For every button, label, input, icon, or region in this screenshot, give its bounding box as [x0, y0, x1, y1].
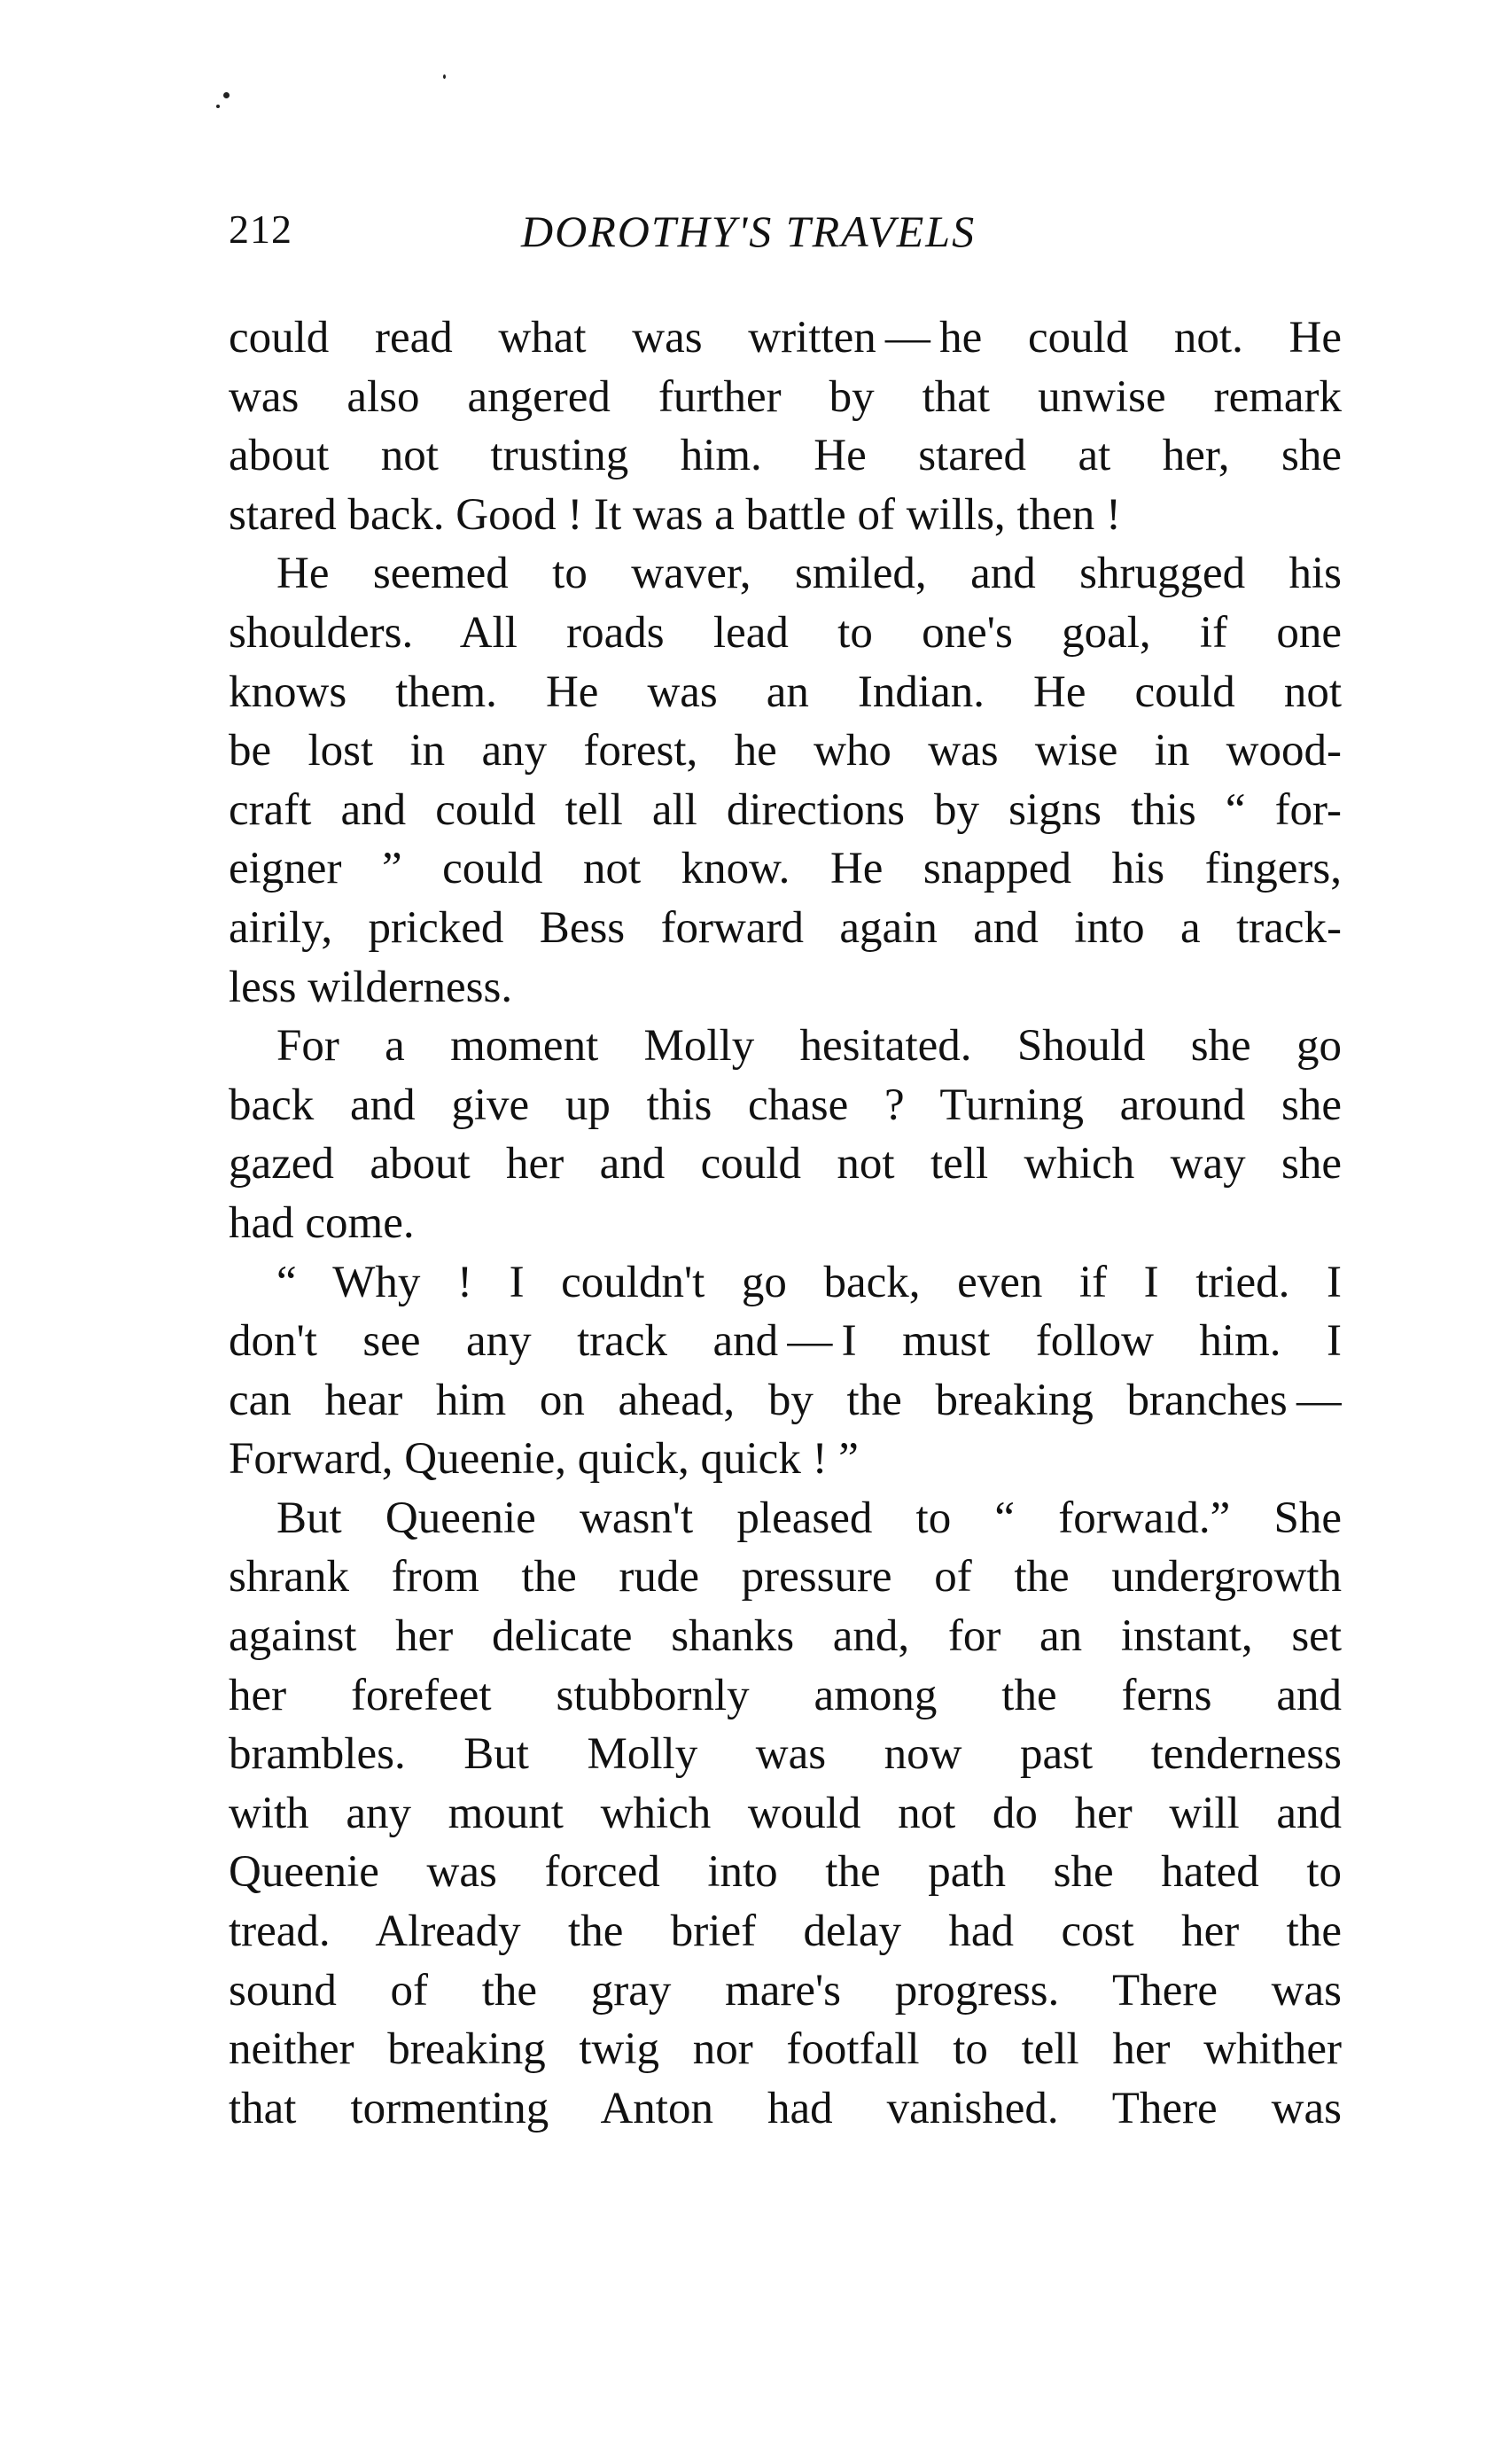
- text-line: stared back. Good ! It was a battle of wills, then !: [229, 489, 1121, 540]
- text-line: sound of the gray mare's progress. There was: [229, 1965, 1342, 2016]
- text-line: eigner ” could not know. He snapped his fingers,: [229, 844, 1342, 894]
- text-line: against her delicate shanks and, for an instant, set: [229, 1611, 1342, 1662]
- text-line: Forward, Queenie, quick, quick ! ”: [229, 1434, 859, 1485]
- text-line: less wilderness.: [229, 962, 513, 1012]
- text-line: “ Why ! I couldn't go back, even if I tried. I: [276, 1257, 1342, 1307]
- text-line: with any mount which would not do her will and: [229, 1788, 1342, 1838]
- text-line: But Queenie wasn't pleased to “ forwaıd.” She: [276, 1493, 1342, 1543]
- text-line: For a moment Molly hesitated. Should she go: [276, 1021, 1342, 1072]
- ink-speck: [216, 105, 220, 108]
- text-line: can hear him on ahead, by the breaking branches —: [229, 1375, 1342, 1425]
- text-line: airily, pricked Bess forward again and into a track-: [229, 902, 1342, 953]
- page-number: 212: [229, 207, 292, 252]
- text-line: gazed about her and could not tell which way she: [229, 1139, 1342, 1189]
- text-line: had come.: [229, 1197, 415, 1248]
- ink-speck: [223, 92, 230, 98]
- text-line: shrank from the rude pressure of the undergrowth: [229, 1552, 1342, 1602]
- text-line: be lost in any forest, he who was wise in wood-: [229, 726, 1342, 776]
- text-line: Queenie was forced into the path she hated to: [229, 1847, 1342, 1898]
- text-line: He seemed to waver, smiled, and shrugged his: [276, 549, 1342, 599]
- text-line: brambles. But Molly was now past tenderness: [229, 1729, 1342, 1780]
- running-head: [229, 206, 1345, 268]
- running-title: DOROTHY'S TRAVELS: [521, 207, 977, 256]
- text-line: back and give up this chase ? Turning around she: [229, 1080, 1342, 1130]
- text-line: tread. Already the brief delay had cost her the: [229, 1906, 1342, 1957]
- ink-speck: [443, 74, 446, 79]
- body-text: [229, 308, 1342, 2138]
- text-line: her forefeet stubbornly among the ferns and: [229, 1670, 1342, 1720]
- text-line: was also angered further by that unwise remark: [229, 371, 1342, 422]
- text-line: craft and could tell all directions by signs this “ for-: [229, 784, 1342, 835]
- text-line: knows them. He was an Indian. He could not: [229, 667, 1342, 717]
- text-line: could read what was written — he could not. He: [229, 313, 1342, 363]
- text-line: that tormenting Anton had vanished. There was: [229, 2083, 1342, 2133]
- text-line: shoulders. All roads lead to one's goal, if one: [229, 607, 1342, 658]
- text-line: don't see any track and — I must follow him. I: [229, 1316, 1342, 1367]
- text-line: neither breaking twig nor footfall to tell her whither: [229, 2024, 1342, 2075]
- text-line: about not trusting him. He stared at her, she: [229, 431, 1342, 481]
